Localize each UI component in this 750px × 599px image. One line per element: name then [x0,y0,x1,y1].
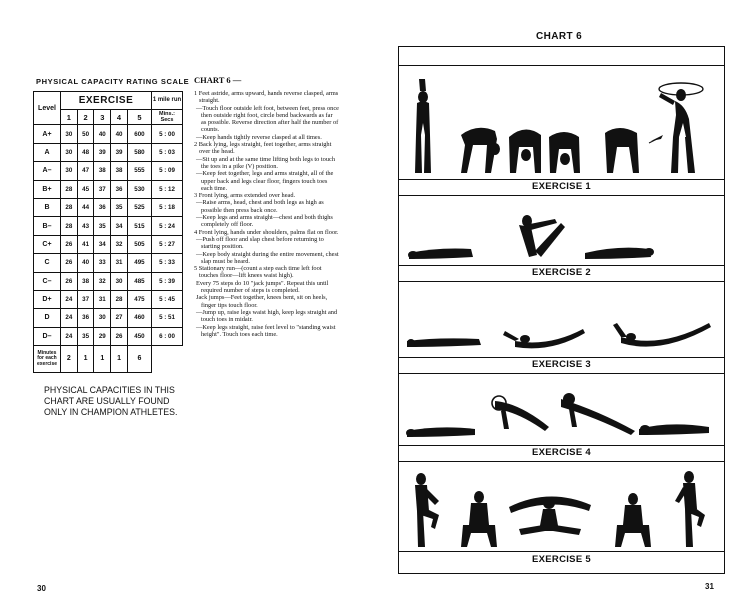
value-cell: 5 : 51 [152,309,183,327]
level-cell: D [34,309,61,327]
divider [399,195,724,196]
value-cell: 33 [94,254,111,272]
value-cell: 450 [127,327,151,345]
value-cell: 5 : 27 [152,235,183,253]
divider [399,179,724,180]
value-cell: 5 : 00 [152,125,183,143]
value-cell: 28 [61,180,78,198]
divider [399,373,724,374]
value-cell: 30 [94,309,111,327]
table-row [34,309,183,327]
value-cell: 48 [77,143,94,161]
value-cell: 44 [77,198,94,216]
divider [399,357,724,358]
exercise-4-label: EXERCISE 4 [532,447,591,458]
value-cell: 505 [127,235,151,253]
table-row [34,125,183,143]
exercise-number: 4 [111,110,128,125]
value-cell: 5 : 45 [152,290,183,308]
value-cell: 555 [127,162,151,180]
minutes-cell: 1 [77,346,94,373]
value-cell: 45 [77,180,94,198]
value-cell: 24 [61,290,78,308]
value-cell: 28 [61,217,78,235]
table-row [34,162,183,180]
level-cell: C+ [34,235,61,253]
value-cell: 485 [127,272,151,290]
value-cell: 32 [94,272,111,290]
value-cell: 35 [111,198,128,216]
level-cell: B+ [34,180,61,198]
exercise-number: 5 [127,110,151,125]
table-row [34,290,183,308]
value-cell: 41 [77,235,94,253]
exercise-number: 2 [77,110,94,125]
value-cell: 515 [127,217,151,235]
value-cell: 35 [94,217,111,235]
minutes-row [34,346,183,373]
value-cell: 27 [111,309,128,327]
exercise-header: EXERCISE [61,92,152,110]
value-cell: 32 [111,235,128,253]
exercise-step: 3 Front lying, arms extended over head. [194,192,296,200]
value-cell: 43 [77,217,94,235]
value-cell: 26 [61,254,78,272]
value-cell: 30 [61,162,78,180]
value-cell: 40 [94,125,111,143]
value-cell: 600 [127,125,151,143]
exercise-step: 1 Feet astride, arms upward, hands reverse clasped, arms straight. [194,90,339,105]
value-cell: 30 [111,272,128,290]
value-cell: 5 : 12 [152,180,183,198]
table-row [34,180,183,198]
page-number-right: 31 [705,582,714,591]
exercise-detail: —Touch floor outside left foot, between feet, press once then outside right foot, circle bend backwards as far as possible. Reverse direction after half the number of counts. [196,104,339,134]
value-cell: 26 [61,272,78,290]
value-cell: 31 [94,290,111,308]
run-header: 1 mile run [152,92,183,110]
level-header: Level [34,92,61,125]
level-cell: B– [34,217,61,235]
run-subheader: Mins.: Secs [152,110,183,125]
divider [399,65,724,66]
table-row [34,327,183,345]
value-cell: 5 : 24 [152,217,183,235]
minutes-cell: 1 [94,346,111,373]
chart-title: CHART 6 [536,31,583,42]
minutes-cell: 6 [127,346,151,373]
table-row [34,254,183,272]
exercise-4-illustration [399,385,724,445]
value-cell: 35 [77,327,94,345]
exercise-1-illustration [399,75,724,179]
value-cell: 24 [61,309,78,327]
value-cell: 30 [61,125,78,143]
exercise-detail: —Sit up and at the same time lifting both legs to touch the toes in a pike (V) position. [196,155,336,170]
value-cell: 580 [127,143,151,161]
exercise-detail: —Push off floor and slap chest before returning to starting position. [196,235,324,251]
exercise-5-label: EXERCISE 5 [532,554,591,565]
exercise-2-illustration [399,207,724,265]
exercise-chart [398,46,725,574]
rating-table-body [34,92,183,373]
level-cell: A [34,143,61,161]
value-cell: 5 : 09 [152,162,183,180]
table-row [34,198,183,216]
value-cell: 37 [94,180,111,198]
value-cell: 38 [94,162,111,180]
value-cell: 530 [127,180,151,198]
value-cell: 37 [77,290,94,308]
exercise-1-label: EXERCISE 1 [532,181,591,192]
divider [399,281,724,282]
minutes-cell: 1 [111,346,128,373]
value-cell: 30 [61,143,78,161]
value-cell: 24 [61,327,78,345]
level-cell: B [34,198,61,216]
exercise-detail: —Jump up, raise legs waist high, keep legs straight and touch toes in midair. [196,308,338,324]
level-cell: C– [34,272,61,290]
divider [399,265,724,266]
value-cell: 26 [61,235,78,253]
value-cell: 495 [127,254,151,272]
level-cell: D– [34,327,61,345]
exercise-3-illustration [399,311,724,357]
value-cell: 28 [111,290,128,308]
level-cell: D+ [34,290,61,308]
table-row [34,235,183,253]
exercise-detail: —Keep body straight during the entire movement, chest slap must be heard. [196,250,339,265]
exercise-detail: Jack jumps—Feet together, knees bent, sit on heels, finger tips touch floor. [196,294,328,309]
value-cell: 5 : 39 [152,272,183,290]
rating-table [33,91,183,373]
value-cell: 34 [94,235,111,253]
value-cell: 5 : 33 [152,254,183,272]
level-cell: A+ [34,125,61,143]
table-row [34,217,183,235]
exercise-detail: —Raise arms, head, chest and both legs as high as possible then press back once. [196,199,324,214]
divider [399,461,724,462]
exercise-step: 5 Stationary run—(count a step each time left foot touches floor—lift knees waist high). [194,265,322,280]
divider [399,445,724,446]
instructions-text [194,90,339,338]
value-cell: 5 : 03 [152,143,183,161]
exercise-detail: —Keep hands tightly reverse clasped at all times. [196,133,322,141]
value-cell: 5 : 18 [152,198,183,216]
value-cell: 6 : 00 [152,327,183,345]
divider [399,551,724,552]
value-cell: 36 [77,309,94,327]
value-cell: 28 [61,198,78,216]
value-cell: 34 [111,217,128,235]
exercise-3-label: EXERCISE 3 [532,359,591,370]
page-number-left: 30 [37,584,46,593]
exercise-step: 4 Front lying, hands under shoulders, palms flat on floor. [194,228,339,236]
exercise-number: 1 [61,110,78,125]
table-row [34,143,183,161]
value-cell: 39 [94,143,111,161]
value-cell: 36 [111,180,128,198]
rating-scale-title: PHYSICAL CAPACITY RATING SCALE [36,77,190,86]
minutes-cell: 2 [61,346,78,373]
value-cell: 40 [111,125,128,143]
table-header-row [34,92,183,110]
exercise-detail: Every 75 steps do 10 "jack jumps". Repeat this until required number of steps is completed. [196,279,329,295]
value-cell: 39 [111,143,128,161]
value-cell: 475 [127,290,151,308]
value-cell: 38 [77,272,94,290]
value-cell: 38 [111,162,128,180]
table-row [34,272,183,290]
level-cell: A– [34,162,61,180]
exercise-detail: —Keep feet together, legs and arms straight, all of the upper back and legs clear floor, fingers touch toes each time. [196,170,334,192]
minutes-label: Minutes for each exercise [34,346,61,373]
value-cell: 31 [111,254,128,272]
value-cell: 525 [127,198,151,216]
exercise-detail: —Keep legs straight, raise feet level to "standing waist height". Touch toes each time. [196,323,336,338]
exercise-2-label: EXERCISE 2 [532,267,591,278]
exercise-detail: —Keep legs and arms straight—chest and both thighs completely off floor. [196,214,333,229]
value-cell: 40 [77,254,94,272]
value-cell: 26 [111,327,128,345]
instructions-title: CHART 6 — [194,75,242,85]
level-cell: C [34,254,61,272]
value-cell: 29 [94,327,111,345]
value-cell: 36 [94,198,111,216]
value-cell: 460 [127,309,151,327]
value-cell: 50 [77,125,94,143]
champion-note: PHYSICAL CAPACITIES IN THIS CHART ARE USUALLY FOUND ONLY IN CHAMPION ATHLETES. [44,385,178,417]
exercise-5-illustration [399,467,724,551]
value-cell: 47 [77,162,94,180]
exercise-step: 2 Back lying, legs straight, feet together, arms straight over the head. [194,141,332,156]
exercise-number: 3 [94,110,111,125]
